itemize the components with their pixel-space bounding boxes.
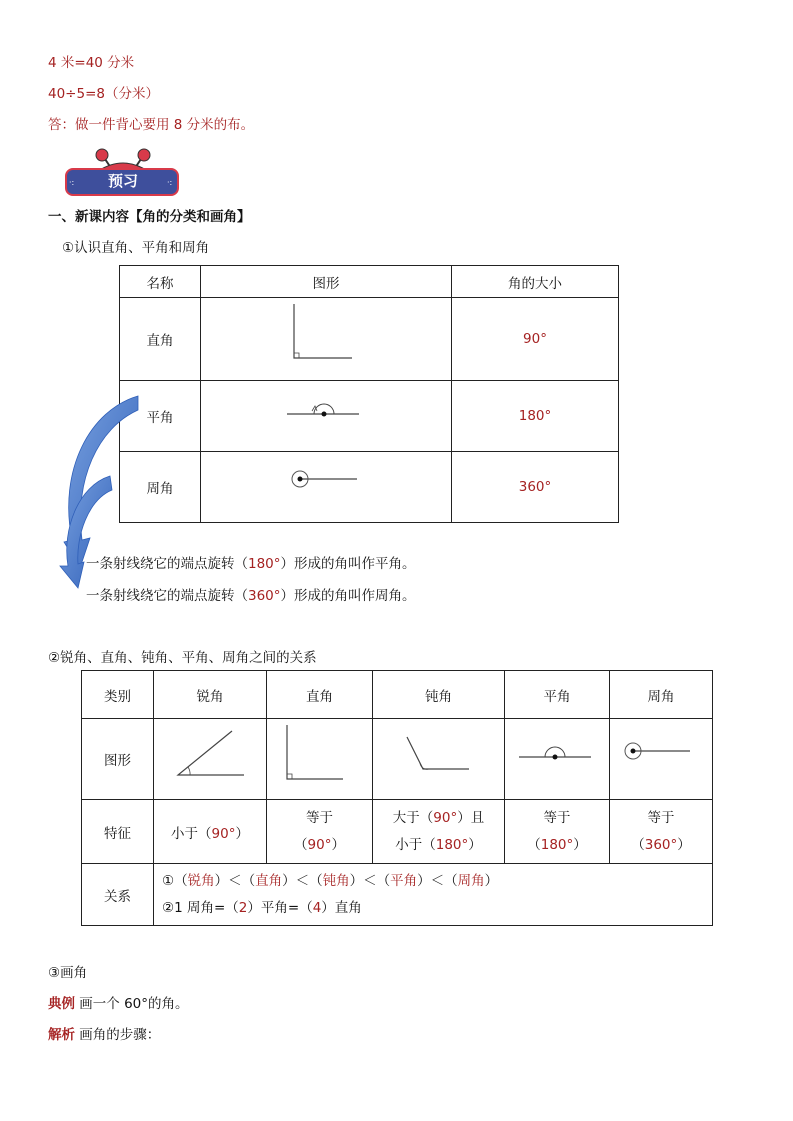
cat-obtuse: 钝角 xyxy=(373,671,505,719)
analysis-text: 画角的步骤： xyxy=(79,1027,161,1043)
example-text: 画一个 60°的角。 xyxy=(79,996,189,1012)
header-name: 名称 xyxy=(120,266,201,298)
relation-table xyxy=(81,670,713,926)
example-line xyxy=(48,992,189,1012)
table-row xyxy=(120,452,619,523)
svg-text:·:: ·: xyxy=(167,178,173,187)
header-size: 角的大小 xyxy=(452,266,619,298)
row-name: 周角 xyxy=(120,452,201,523)
label-category: 类别 xyxy=(82,671,154,719)
relation-line-2: ②1 周角=（2）平角=（4）直角 xyxy=(162,899,362,916)
section-title: 一、新课内容【角的分类和画角】 xyxy=(48,209,251,225)
full-angle-figure xyxy=(610,719,713,800)
feature-full: 等于 （360°） xyxy=(610,800,713,864)
row-size: 90° xyxy=(452,298,619,381)
label-relation: 关系 xyxy=(82,864,154,926)
example-label: 典例 xyxy=(48,996,75,1012)
feature-right: 等于 （90°） xyxy=(267,800,373,864)
intro-line-3: 答：做一件背心要用 8 分米的布。 xyxy=(48,117,255,133)
obtuse-angle-figure xyxy=(373,719,505,800)
analysis-label: 解析 xyxy=(48,1027,75,1043)
part1-title: ①认识直角、平角和周角 xyxy=(62,240,210,256)
row-size: 360° xyxy=(452,452,619,523)
sentence-full: 一条射线绕它的端点旋转（360°）形成的角叫作周角。 xyxy=(86,588,416,604)
feature-obtuse: 大于（90°）且 小于（180°） xyxy=(373,800,505,864)
label-figure: 图形 xyxy=(82,719,154,800)
sentence-straight: 一条射线绕它的端点旋转（180°）形成的角叫作平角。 xyxy=(86,556,416,572)
relation-cell xyxy=(154,864,713,926)
straight-angle-figure xyxy=(505,719,610,800)
analysis-line xyxy=(48,1023,160,1043)
part2-title: ②锐角、直角、钝角、平角、周角之间的关系 xyxy=(48,650,317,666)
cat-full: 周角 xyxy=(610,671,713,719)
table-row xyxy=(120,298,619,381)
label-feature: 特征 xyxy=(82,800,154,864)
intro-line-1: 4 米=40 分米 xyxy=(48,55,135,71)
right-angle-figure xyxy=(267,719,373,800)
cat-acute: 锐角 xyxy=(154,671,267,719)
acute-angle-figure xyxy=(154,719,267,800)
cat-right: 直角 xyxy=(267,671,373,719)
header-figure: 图形 xyxy=(201,266,452,298)
row-name: 平角 xyxy=(120,381,201,452)
straight-angle-figure xyxy=(201,381,452,452)
row-name: 直角 xyxy=(120,298,201,381)
intro-line-2: 40÷5=8（分米） xyxy=(48,86,159,102)
table-row xyxy=(120,381,619,452)
row-size: 180° xyxy=(452,381,619,452)
svg-text:·:: ·: xyxy=(69,178,75,187)
part3-title: ③画角 xyxy=(48,965,88,981)
badge-label: 预习 xyxy=(107,172,138,190)
full-angle-figure xyxy=(201,452,452,523)
preview-badge xyxy=(63,145,183,197)
angle-table xyxy=(119,265,619,523)
cat-straight: 平角 xyxy=(505,671,610,719)
relation-line-1: ①（锐角）＜（直角）＜（钝角）＜（平角）＜（周角） xyxy=(162,872,499,889)
right-angle-figure xyxy=(201,298,452,381)
feature-straight: 等于 （180°） xyxy=(505,800,610,864)
feature-acute: 小于（90°） xyxy=(154,800,267,864)
